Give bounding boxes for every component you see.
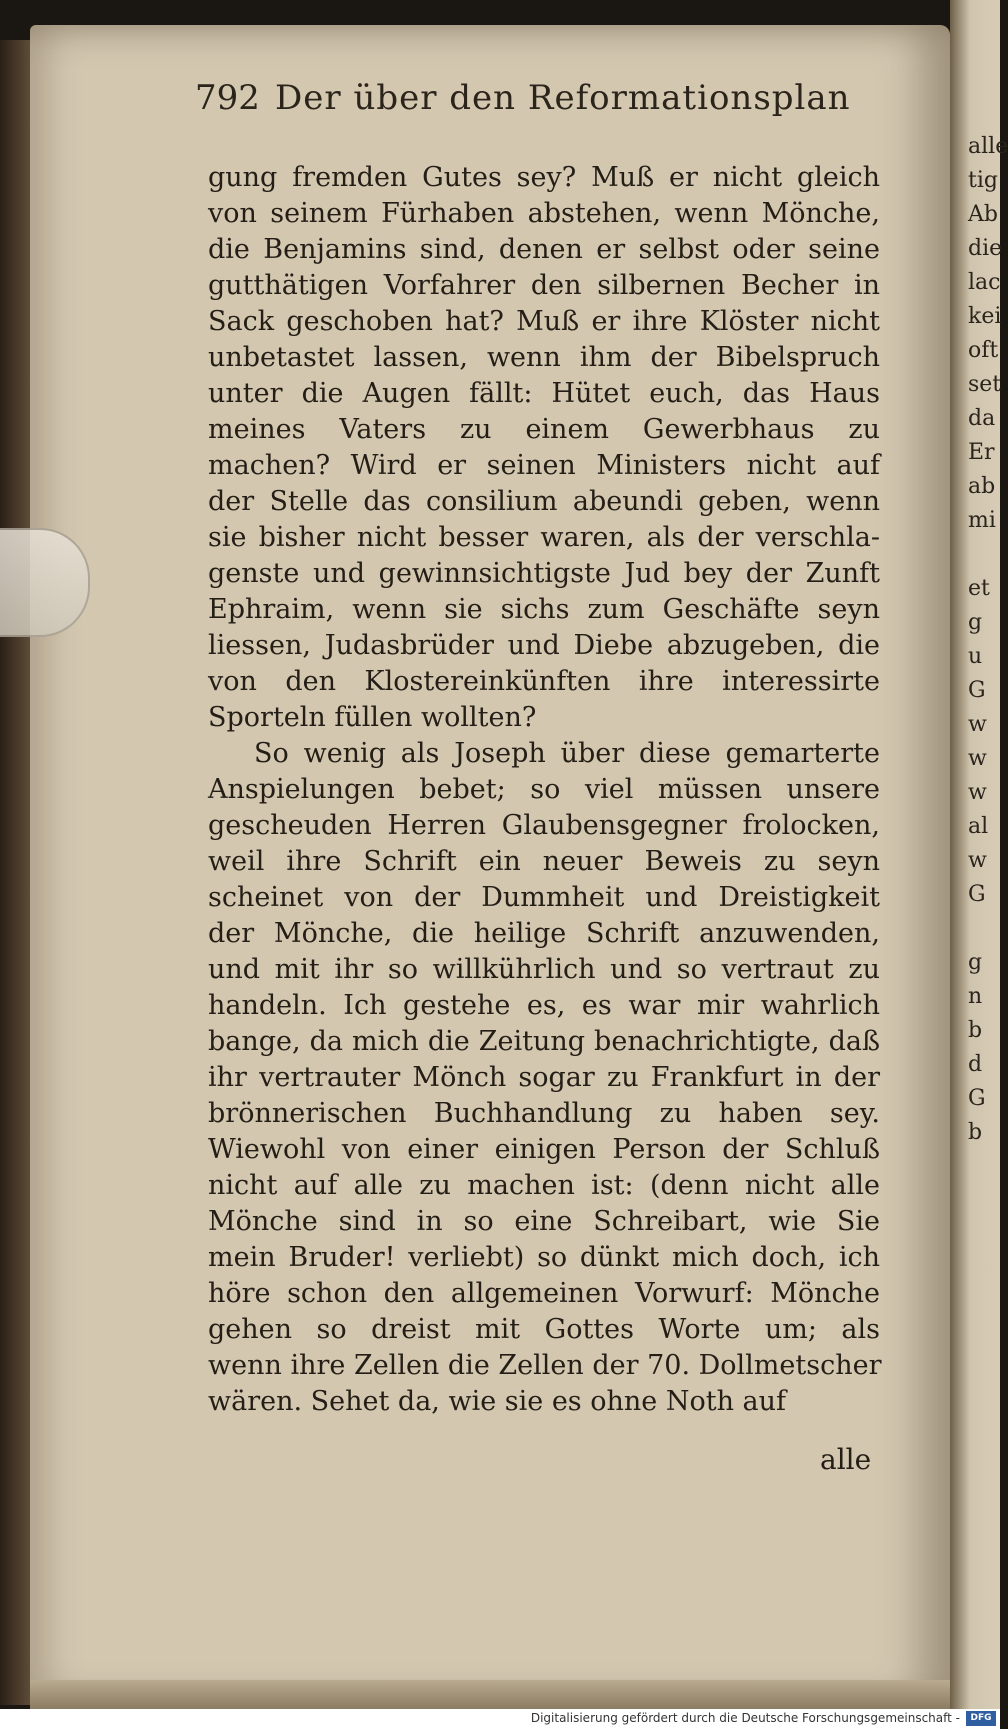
text-line: So wenig als Joseph über diese gemarterte (254, 738, 880, 769)
running-title: Der über den Reformationsplan (275, 78, 851, 118)
facing-page-fragments: alle tig Ab die lac kei oft set da Er ab mi et g u G w w w al w G g n b d G b (968, 134, 1008, 1145)
text-line: mein Bruder! verliebt) so dünkt mich doch, ich (208, 1242, 880, 1273)
text-line: Wiewohl von einer einigen Person der Schluß (208, 1134, 880, 1165)
footer-credit: Digitalisierung gefördert durch die Deutsche Forschungsgemeinschaft - (530, 1711, 960, 1725)
footer-bar (0, 1709, 1000, 1729)
text-line: handeln. Ich gestehe es, es war mir wahrlich (208, 990, 880, 1021)
text-line: Mönche sind in so eine Schreibart, wie Sie (208, 1206, 880, 1237)
text-line: gescheuden Herren Glaubensgegner frolocken, (208, 810, 880, 841)
text-line: bange, da mich die Zeitung benachrichtigte, daß (208, 1026, 880, 1057)
text-block (208, 160, 880, 1420)
text-line: und mit ihr so willkührlich und so vertraut zu (208, 954, 880, 985)
text-line: machen? Wird er seinen Ministers nicht auf (208, 450, 880, 481)
text-line: Sack geschoben hat? Muß er ihre Klöster nicht (208, 306, 880, 337)
text-line: wären. Sehet da, wie sie es ohne Noth auf (208, 1386, 787, 1417)
text-line: scheinet von der Dummheit und Dreistigkeit (208, 882, 880, 913)
text-line: von den Klostereinkünften ihre interessirte (208, 666, 880, 697)
text-line: gehen so dreist mit Gottes Worte um; als (208, 1314, 880, 1345)
text-line: weil ihre Schrift ein neuer Beweis zu seyn (208, 846, 880, 877)
text-line: gutthätigen Vorfahrer den silbernen Becher in (208, 270, 880, 301)
text-line: sie bisher nicht besser waren, als der verschla- (208, 522, 880, 553)
running-head (195, 78, 851, 128)
text-line: Sporteln füllen wollten? (208, 702, 537, 733)
text-line: von seinem Fürhaben abstehen, wenn Mönche, (208, 198, 880, 229)
text-line: Anspielungen bebet; so viel müssen unsere (208, 774, 880, 805)
text-line: ihr vertrauter Mönch sogar zu Frankfurt in der (208, 1062, 880, 1093)
text-line: wenn ihre Zellen die Zellen der 70. Dollmetscher (208, 1350, 882, 1381)
page-number: 792 (195, 78, 260, 118)
text-line: unter die Augen fällt: Hütet euch, das Haus (208, 378, 880, 409)
page-bottom-edge (30, 1680, 950, 1710)
text-line: meines Vaters zu einem Gewerbhaus zu (208, 414, 880, 445)
text-line: höre schon den allgemeinen Vorwurf: Mönche (208, 1278, 880, 1309)
text-line: gung fremden Gutes sey? Muß er nicht gleich (208, 162, 880, 193)
text-line: nicht auf alle zu machen ist: (denn nicht alle (208, 1170, 880, 1201)
text-line: der Stelle das consilium abeundi geben, wenn (208, 486, 880, 517)
text-line: liessen, Judasbrüder und Diebe abzugeben, die (208, 630, 880, 661)
text-line: der Mönche, die heilige Schrift anzuwenden, (208, 918, 880, 949)
catchword: alle (820, 1443, 872, 1476)
text-line: unbetastet lassen, wenn ihm der Bibelspruch (208, 342, 880, 373)
text-line: genste und gewinnsichtigste Jud bey der Zunft (208, 558, 880, 589)
text-line: Ephraim, wenn sie sichs zum Geschäfte seyn (208, 594, 880, 625)
dfg-logo: DFG (966, 1711, 996, 1726)
text-line: die Benjamins sind, denen er selbst oder seine (208, 234, 880, 265)
text-line: brönnerischen Buchhandlung zu haben sey. (208, 1098, 880, 1129)
page-clip (0, 528, 90, 637)
